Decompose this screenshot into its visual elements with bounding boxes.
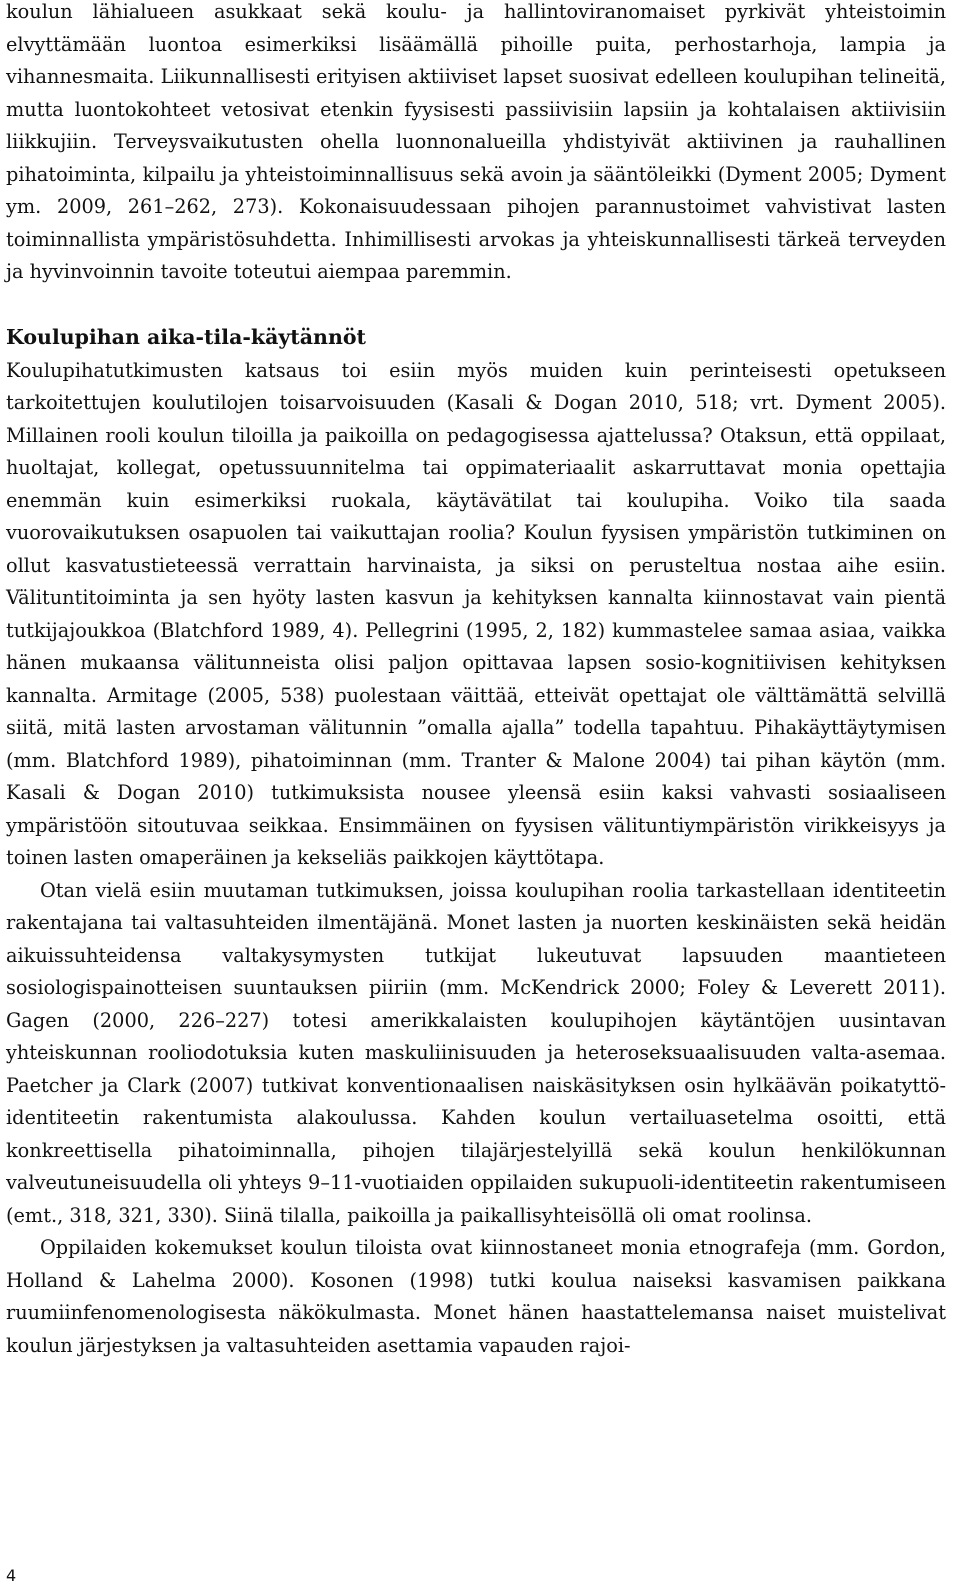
paragraph-intro-continued: koulun lähialueen asukkaat sekä koulu- ja hallintoviranomaiset pyrkivät yhteistoimin elvyttämään luontoa esimerkiksi lisäämällä pihoille puita, perhostarhoja, lampia ja vihannesmaita. Liikunnallisesti erityisen aktiiviset lapset suosivat edelleen koulupihan telineitä, mutta luontokohteet vetosivat etenkin fyysisesti passiivisiin lapsiin ja kohtalaisen aktiivisiin liikkujiin. Terveysvaikutusten ohella luonnonalueilla yhdistyivät aktiivinen ja rauhallinen pihatoiminta, kilpailu ja yhteistoiminnallisuus sekä avoin ja sääntöleikki (Dyment 2005; Dyment ym. 2009, 261–262, 273). Kokonaisuudessaan pihojen parannustoimet vahvistivat lasten toiminnallista ympäristösuhdetta. Inhimillisesti arvokas ja yhteiskunnallisesti tärkeä terveyden ja hyvinvoinnin tavoite toteutui aiempaa paremmin. <box>6 0 946 283</box>
section-heading: Koulupihan aika-tila-käytännöt <box>6 324 366 349</box>
page-number: 4 <box>6 1566 17 1585</box>
paragraph-identity-studies: Otan vielä esiin muutaman tutkimuksen, joissa koulupihan roolia tarkastellaan identiteetin rakentajana tai valtasuhteiden ilmentäjänä. Monet lasten ja nuorten keskinäisten sekä heidän aikuissuhteidensa valtakysymysten tutkijat lukeutuvat lapsuuden maantieteen sosiologispainotteisen suuntauksen piiriin (mm. McKendrick 2000; Foley & Leverett 2011). Gagen (2000, 226–227) totesi amerikkalaisten koulupihojen käytäntöjen uusintavan yhteiskunnan rooliodotuksia kuten maskuliinisuuden ja heteroseksuaalisuuden valta-asemaa. Paetcher ja Clark (2007) tutkivat konventionaalisen naiskäsityksen osin hylkäävän poikatyttö-identiteetin rakentumista alakoulussa. Kahden koulun vertailuasetelma osoitti, että konkreettisella pihatoiminnalla, pihojen tilajärjestelyillä sekä koulun henkilökunnan valveutuneisuudella oli yhteys 9–11-vuotiaiden oppilaiden sukupuoli-identiteetin rakentumiseen (emt., 318, 321, 330). Siinä tilalla, paikoilla ja paikallisyhteisöllä oli omat roolinsa. <box>6 878 946 1227</box>
document-page <box>6 0 946 1362</box>
paragraph-school-spaces: Koulupihatutkimusten katsaus toi esiin myös muiden kuin perinteisesti opetukseen tarkoitettujen koulutilojen toisarvoisuuden (Kasali & Dogan 2010, 518; vrt. Dyment 2005). Millainen rooli koulun tiloilla ja paikoilla on pedagogisessa ajattelussa? Otaksun, että oppilaat, huoltajat, kollegat, opetussuunnitelma tai oppimateriaalit askarruttavat monia opettajia enemmän kuin esimerkiksi ruokala, käytävätilat tai koulupiha. Voiko tila saada vuorovaikutuksen osapuolen tai vaikuttajan roolia? Koulun fyysisen ympäristön tutkiminen on ollut kasvatustieteessä verrattain harvinaista, ja siksi on perusteltua nostaa aihe esiin. Välituntitoiminta ja sen hyöty lasten kasvun ja kehityksen kannalta kiinnostavat vain pientä tutkijajoukkoa (Blatchford 1989, 4). Pellegrini (1995, 2, 182) kummastelee samaa asiaa, vaikka hänen mukaansa välitunneista olisi paljon opittavaa lapsen sosio-kognitiivisen kehityksen kannalta. Armitage (2005, 538) puolestaan väittää, etteivät opettajat ole välttämättä selvillä siitä, mitä lasten arvostaman välitunnin ”omalla ajalla” todella tapahtuu. Pihakäyttäytymisen (mm. Blatchford 1989), pihatoiminnan (mm. Tranter & Malone 2004) tai pihan käytön (mm. Kasali & Dogan 2010) tutkimuksista nousee yleensä esiin kaksi vahvasti sosiaaliseen ympäristöön sitoutuvaa seikkaa. Ensimmäinen on fyysisen välituntiympäristön virikkeisyys ja toinen lasten omaperäinen ja kekseliäs paikkojen käyttötapa. <box>6 358 946 869</box>
paragraph-ethnographies: Oppilaiden kokemukset koulun tiloista ovat kiinnostaneet monia etnografeja (mm. Gordon, Holland & Lahelma 2000). Kosonen (1998) tutki koulua naiseksi kasvamisen paikkana ruumiinfenomenologisesta näkökulmasta. Monet hänen haastattelemansa naiset muistelivat koulun järjestyksen ja valtasuhteiden asettamia vapauden rajoi- <box>6 1236 946 1357</box>
